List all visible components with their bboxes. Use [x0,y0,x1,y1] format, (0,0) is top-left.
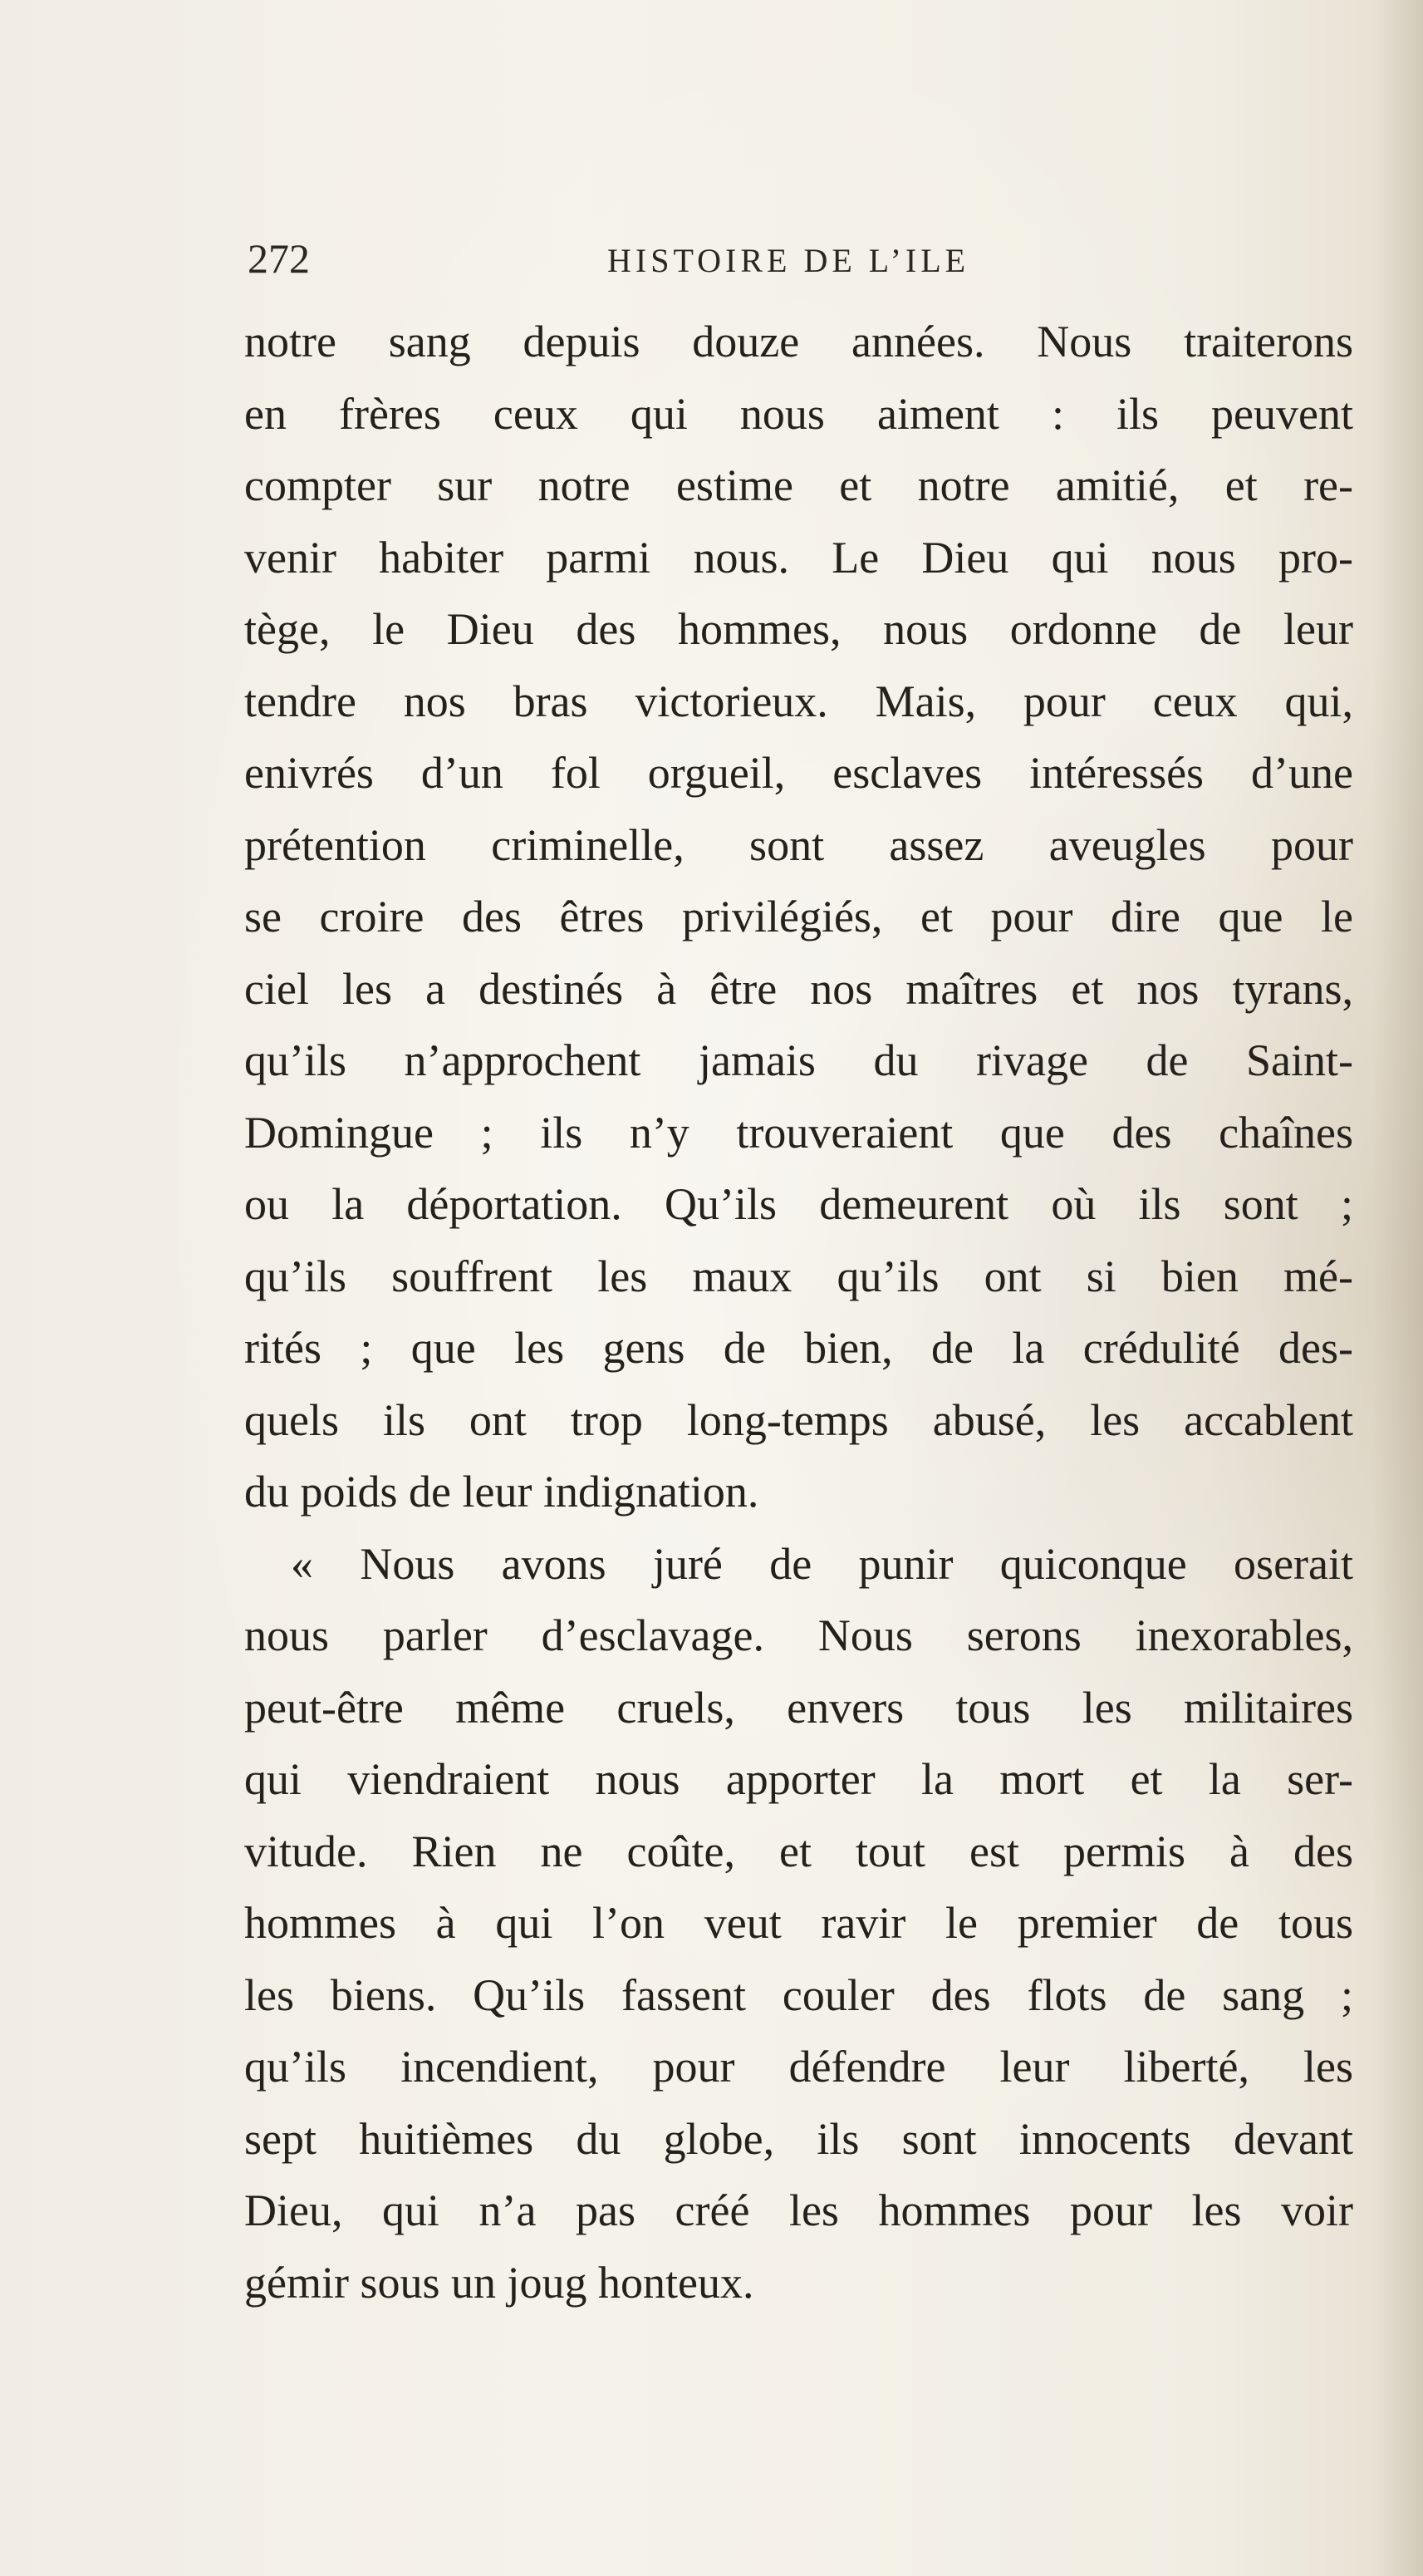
text-line: nous parler d’esclavage. Nous serons inexorables, [244,1610,1353,1660]
text-line: en frères ceux qui nous aiment : ils peuvent [244,388,1353,439]
text-line: ciel les a destinés à être nos maîtres et nos tyrans, [244,963,1353,1014]
text-line: hommes à qui l’on veut ravir le premier de tous [244,1898,1353,1948]
text-line: quels ils ont trop long-temps abusé, les accablent [244,1394,1353,1445]
page-edge-shadow [1373,0,1423,2576]
text-line: se croire des êtres privilégiés, et pour dire que le [244,892,1353,941]
text-line: venir habiter parmi nous. Le Dieu qui nous pro- [244,532,1353,583]
running-head [248,234,1352,284]
text-line: qu’ils incendient, pour défendre leur liberté, les [244,2042,1353,2092]
running-title: HISTOIRE DE L’ILE [607,242,970,279]
text-line: tège, le Dieu des hommes, nous ordonne de leur [244,604,1353,654]
text-line: qu’ils n’approchent jamais du rivage de Saint- [244,1035,1353,1085]
body-text [244,306,1353,2318]
text-line: notre sang depuis douze années. Nous traiterons [244,317,1353,366]
text-line: qui viendraient nous apporter la mort et la ser- [244,1754,1353,1804]
text-line: Domingue ; ils n’y trouveraient que des chaînes [244,1107,1353,1158]
paragraph-last-line: du poids de leur indignation. [244,1467,759,1517]
text-line: ou la déportation. Qu’ils demeurent où ils sont ; [244,1179,1353,1229]
text-line: peut-être même cruels, envers tous les militaires [244,1682,1353,1733]
text-line: Dieu, qui n’a pas créé les hommes pour les voir [244,2185,1353,2235]
text-line: rités ; que les gens de bien, de la crédulité des- [244,1323,1353,1373]
text-line: prétention criminelle, sont assez aveugles pour [244,819,1353,870]
text-line: qu’ils souffrent les maux qu’ils ont si bien mé- [244,1251,1353,1301]
paragraph-last-line: gémir sous un joug honteux. [244,2257,754,2308]
text-line: sept huitièmes du globe, ils sont innocents devant [244,2113,1353,2164]
text-line: vitude. Rien ne coûte, et tout est permis à des [244,1826,1353,1876]
text-line: compter sur notre estime et notre amitié, et re- [244,460,1353,510]
text-line: les biens. Qu’ils fassent couler des flots de sang ; [244,1969,1353,2020]
paragraph-first-line: « Nous avons juré de punir quiconque oserait [291,1538,1353,1589]
page-number: 272 [248,235,310,282]
text-line: tendre nos bras victorieux. Mais, pour ceux qui, [244,676,1353,726]
text-line: enivrés d’un fol orgueil, esclaves intéressés d’une [244,748,1353,798]
